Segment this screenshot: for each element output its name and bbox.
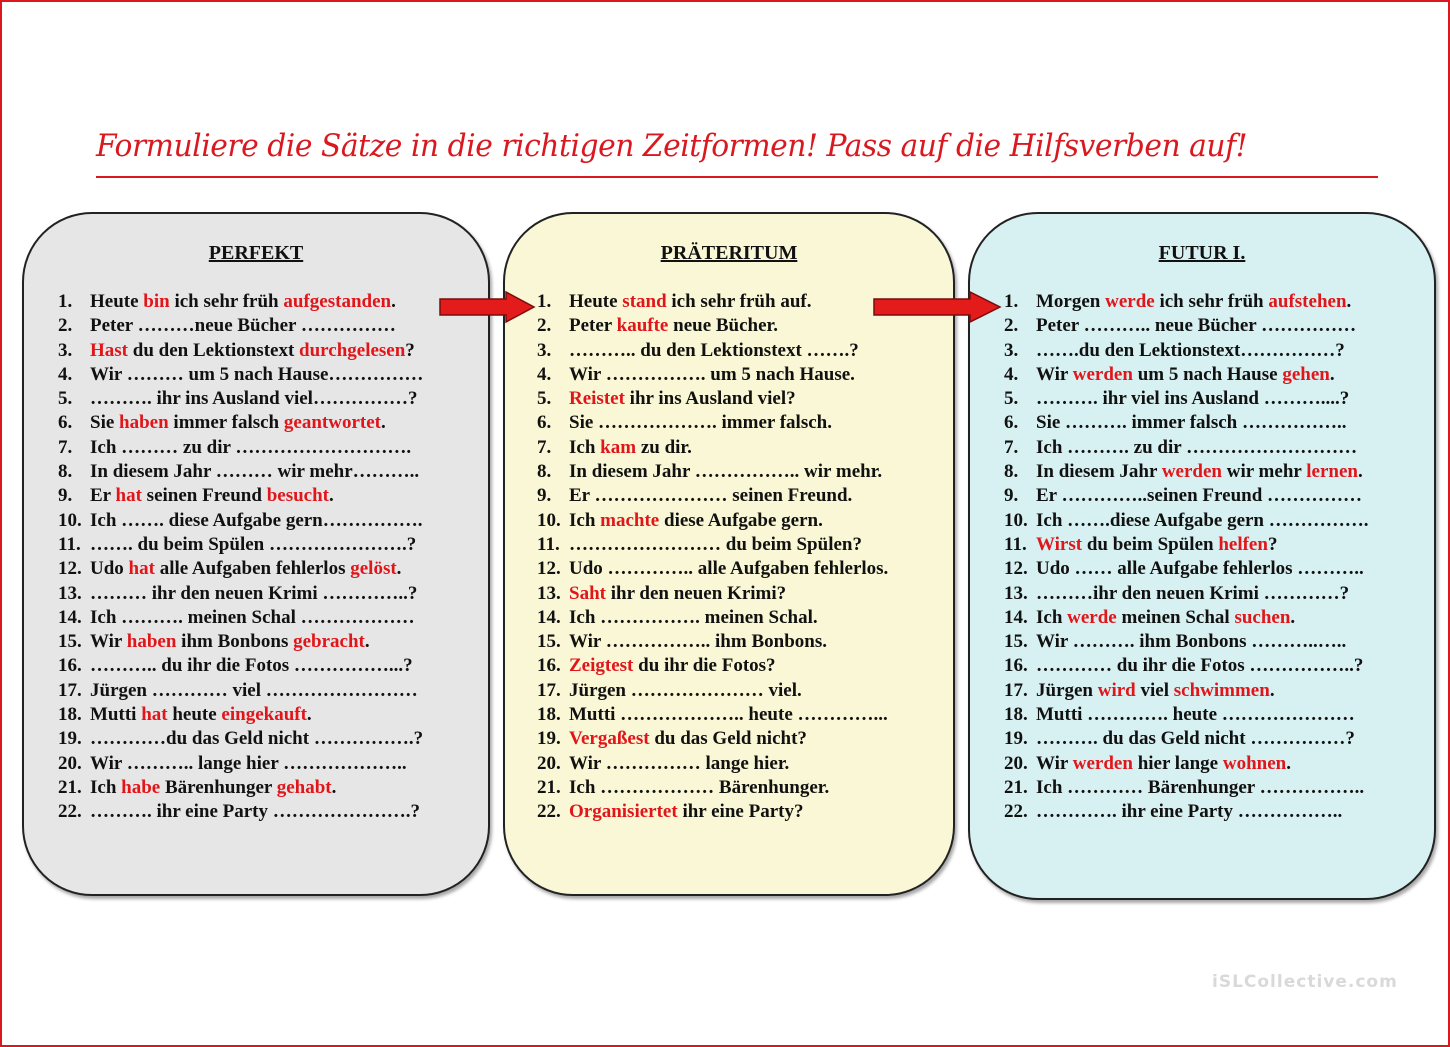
item-number: 8. — [537, 461, 552, 483]
sentence-text: Ich ……………… Bärenhunger. — [569, 776, 830, 798]
list-item — [537, 363, 888, 387]
verb-highlight: machte — [600, 509, 660, 531]
sentence-text: seinen Freund — [141, 485, 267, 507]
list-item — [537, 776, 888, 800]
verb-highlight: gelöst — [350, 558, 397, 580]
sentence-text: Peter — [569, 315, 617, 337]
sentence-text: immer falsch — [168, 412, 284, 434]
sentence-text: Jürgen ………… viel …………………… — [90, 679, 418, 701]
sentence-text: In diesem Jahr — [1036, 461, 1162, 483]
sentence-text: Sie ………. immer falsch …………….. — [1036, 412, 1347, 434]
item-number: 13. — [537, 582, 561, 604]
verb-highlight: werde — [1067, 606, 1117, 628]
sentence-text: du den Lektionstext — [128, 339, 300, 361]
list-item — [58, 436, 423, 460]
list-item — [537, 752, 888, 776]
sentence-text: …………. ihr eine Party …………….. — [1036, 801, 1343, 823]
watermark: iSLCollective.com — [1212, 972, 1398, 992]
item-number: 3. — [58, 339, 73, 361]
sentence-text: Wir ……… um 5 nach Hause…………… — [90, 363, 424, 385]
list-item — [58, 679, 423, 703]
sentence-text: Ich — [569, 509, 601, 531]
sentence-text: Heute — [90, 291, 144, 312]
sentence-text: Ich …….diese Aufgabe gern ……………. — [1036, 509, 1369, 531]
item-number: 10. — [1004, 509, 1028, 531]
sentence-text: …….du den Lektionstext……………? — [1036, 339, 1345, 361]
item-number: 16. — [58, 655, 82, 677]
list-item — [537, 606, 888, 630]
sentence-text: Morgen — [1036, 291, 1106, 312]
sentence-text: Wir — [1036, 363, 1073, 385]
item-number: 6. — [58, 412, 73, 434]
verb-highlight: Organisiertet — [569, 801, 678, 823]
sentence-text: diese Aufgabe gern. — [659, 509, 823, 531]
verb-highlight: suchen — [1234, 606, 1291, 628]
list-item — [1004, 654, 1369, 678]
list-item — [58, 460, 423, 484]
sentence-text: . — [364, 631, 370, 653]
sentence-text: …………du das Geld nicht …………….? — [90, 728, 424, 750]
verb-highlight: besucht — [266, 485, 329, 507]
title-underline — [96, 176, 1378, 178]
item-number: 16. — [1004, 655, 1028, 677]
sentence-text: alle Aufgaben fehlerlos — [154, 558, 351, 580]
list-item — [537, 339, 888, 363]
item-number: 15. — [58, 631, 82, 653]
list-item — [1004, 582, 1369, 606]
sentence-text: ………. ihr ins Ausland viel……………? — [90, 388, 418, 410]
sentence-text: ? — [1267, 533, 1278, 555]
sentence-text: ………ihr den neuen Krimi …………? — [1036, 582, 1350, 604]
verb-highlight: bin — [143, 291, 170, 312]
list-item — [58, 582, 423, 606]
list-item — [58, 363, 423, 387]
item-number: 17. — [537, 679, 561, 701]
item-number: 2. — [537, 315, 552, 337]
list-item — [537, 290, 888, 314]
list-item — [1004, 679, 1369, 703]
item-number: 9. — [537, 485, 552, 507]
list-item — [1004, 533, 1369, 557]
sentence-text: ……. du beim Spülen ………………….? — [90, 533, 417, 555]
item-number: 22. — [537, 801, 561, 823]
verb-highlight: durchgelesen — [299, 339, 406, 361]
sentence-text: ihr ins Ausland viel? — [624, 388, 796, 410]
sentence-text: ………. ihr eine Party ………………….? — [90, 801, 421, 823]
sentence-text: Peter ……….. neue Bücher …………… — [1036, 315, 1357, 337]
list-item — [537, 703, 888, 727]
sentence-text: Wir …………… lange hier. — [569, 752, 790, 774]
item-number: 2. — [58, 315, 73, 337]
list-item — [537, 654, 888, 678]
list-item — [58, 630, 423, 654]
verb-highlight: hat — [128, 558, 155, 580]
sentence-text: Peter ………neue Bücher …………… — [90, 315, 396, 337]
item-number: 19. — [537, 728, 561, 750]
sentence-text: …………………… du beim Spülen? — [569, 533, 862, 555]
sentence-text: du ihr die Fotos? — [633, 655, 776, 677]
sentence-text: . — [1286, 752, 1291, 774]
sentence-text: Jürgen ………………… viel. — [569, 679, 802, 701]
item-number: 22. — [58, 801, 82, 823]
list-item — [58, 727, 423, 751]
sentence-text: Ich ……. diese Aufgabe gern……………. — [90, 509, 423, 531]
sentence-text: zu dir. — [636, 436, 692, 458]
sentence-text: Mutti …………. heute ………………… — [1036, 704, 1355, 726]
list-item — [1004, 460, 1369, 484]
sentence-text: viel — [1135, 679, 1174, 701]
sentence-text: neue Bücher. — [668, 315, 778, 337]
list-item — [58, 387, 423, 411]
sentence-list — [1004, 290, 1369, 825]
item-number: 6. — [537, 412, 552, 434]
item-number: 11. — [1004, 533, 1027, 555]
item-number: 7. — [58, 436, 73, 458]
sentence-text: meinen Schal — [1116, 606, 1235, 628]
list-item — [1004, 436, 1369, 460]
sentence-text: Ich — [569, 436, 601, 458]
item-number: 8. — [1004, 461, 1019, 483]
item-number: 2. — [1004, 315, 1019, 337]
verb-highlight: habe — [121, 776, 161, 798]
sentence-text: heute — [167, 704, 222, 726]
item-number: 22. — [1004, 801, 1028, 823]
sentence-text: . — [1269, 679, 1275, 701]
item-number: 19. — [1004, 728, 1028, 750]
item-number: 20. — [1004, 752, 1028, 774]
verb-highlight: aufgestanden — [283, 291, 392, 312]
item-number: 12. — [537, 558, 561, 580]
sentence-text: ……….. du den Lektionstext …….? — [569, 339, 859, 361]
sentence-text: Er ………………… seinen Freund. — [569, 485, 853, 507]
sentence-text: wir mehr — [1221, 461, 1307, 483]
list-item — [537, 727, 888, 751]
sentence-text: Er …………..seinen Freund …………… — [1036, 485, 1363, 507]
sentence-text: Sie — [90, 412, 120, 434]
item-number: 5. — [1004, 388, 1019, 410]
verb-highlight: Saht — [569, 582, 606, 604]
sentence-text: Mutti ……………….. heute …………... — [569, 704, 888, 726]
sentence-text: Sie ………………. immer falsch. — [569, 412, 832, 434]
list-item — [1004, 606, 1369, 630]
sentence-list — [537, 290, 888, 825]
item-number: 14. — [58, 606, 82, 628]
item-number: 8. — [58, 461, 73, 483]
list-item — [537, 436, 888, 460]
sentence-text: ihr eine Party? — [677, 801, 804, 823]
list-item — [58, 776, 423, 800]
sentence-text: . — [1357, 461, 1363, 483]
item-number: 4. — [1004, 363, 1019, 385]
verb-highlight: werden — [1161, 461, 1222, 483]
list-item — [1004, 509, 1369, 533]
item-number: 3. — [1004, 339, 1019, 361]
sentence-text: Ich ……………. meinen Schal. — [569, 606, 818, 628]
sentence-list — [58, 290, 423, 825]
list-item — [1004, 339, 1369, 363]
item-number: 13. — [1004, 582, 1028, 604]
sentence-text: Wir …………….. ihm Bonbons. — [569, 631, 827, 653]
sentence-text: du das Geld nicht? — [649, 728, 807, 750]
verb-highlight: lernen — [1306, 461, 1358, 483]
sentence-text: Jürgen — [1036, 679, 1098, 701]
list-item — [58, 800, 423, 824]
sentence-text: . — [1329, 363, 1335, 385]
list-item — [1004, 290, 1369, 314]
verb-highlight: wird — [1097, 679, 1136, 701]
list-item — [537, 460, 888, 484]
sentence-text: . — [1346, 291, 1352, 312]
item-number: 11. — [58, 533, 81, 555]
panel-perfekt — [22, 212, 490, 896]
verb-highlight: Hast — [90, 339, 128, 361]
sentence-text: um 5 nach Hause — [1132, 363, 1283, 385]
panel-heading: PERFEKT — [208, 242, 304, 264]
list-item — [1004, 703, 1369, 727]
list-item — [537, 800, 888, 824]
sentence-text: Wir ……….. lange hier ……………….. — [90, 752, 407, 774]
list-item — [537, 411, 888, 435]
verb-highlight: kaufte — [616, 315, 669, 337]
item-number: 5. — [58, 388, 73, 410]
item-number: 1. — [537, 291, 552, 312]
sentence-text: du beim Spülen — [1082, 533, 1219, 555]
sentence-text: Udo — [90, 558, 129, 580]
item-number: 20. — [58, 752, 82, 774]
sentence-text: . — [391, 291, 396, 312]
verb-highlight: gehen — [1282, 363, 1330, 385]
list-item — [1004, 484, 1369, 508]
sentence-text: ? — [405, 339, 415, 361]
list-item — [1004, 411, 1369, 435]
item-number: 5. — [537, 388, 552, 410]
worksheet-title: Formuliere die Sätze in die richtigen Zeitformen! Pass auf die Hilfsverben auf! — [96, 128, 1248, 164]
sentence-text: ……….. du ihr die Fotos ……………...? — [90, 655, 413, 677]
list-item — [1004, 752, 1369, 776]
sentence-text: Er — [90, 485, 116, 507]
sentence-text: ihm Bonbons — [176, 631, 294, 653]
item-number: 12. — [1004, 558, 1028, 580]
list-item — [58, 509, 423, 533]
sentence-text: . — [306, 704, 312, 726]
item-number: 21. — [58, 776, 82, 798]
list-item — [58, 411, 423, 435]
list-item — [1004, 387, 1369, 411]
list-item — [58, 339, 423, 363]
sentence-text: ………… du ihr die Fotos ……………..? — [1036, 655, 1364, 677]
item-number: 18. — [58, 704, 82, 726]
sentence-text: Ich — [90, 776, 122, 798]
item-number: 9. — [58, 485, 73, 507]
sentence-text: . — [331, 776, 337, 798]
verb-highlight: haben — [126, 631, 177, 653]
item-number: 12. — [58, 558, 82, 580]
list-item — [1004, 727, 1369, 751]
verb-highlight: eingekauft — [221, 704, 307, 726]
list-item — [1004, 776, 1369, 800]
verb-highlight: helfen — [1218, 533, 1268, 555]
sentence-text: ……… ihr den neuen Krimi …………..? — [90, 582, 418, 604]
sentence-text: Ich ……… zu dir ………………………. — [90, 436, 412, 458]
list-item — [1004, 630, 1369, 654]
list-item — [537, 484, 888, 508]
list-item — [537, 509, 888, 533]
item-number: 19. — [58, 728, 82, 750]
item-number: 7. — [537, 436, 552, 458]
sentence-text: Wir ……………. um 5 nach Hause. — [569, 363, 855, 385]
sentence-text: Udo ………….. alle Aufgaben fehlerlos. — [569, 558, 889, 580]
item-number: 17. — [58, 679, 82, 701]
arrow-right-icon — [872, 290, 1002, 324]
sentence-text: Ich — [1036, 606, 1068, 628]
sentence-text: Ich ………. zu dir ……………………… — [1036, 436, 1358, 458]
list-item — [58, 703, 423, 727]
verb-highlight: geantwortet — [283, 412, 381, 434]
panel-futur — [968, 212, 1436, 900]
list-item — [1004, 363, 1369, 387]
verb-highlight: stand — [622, 291, 667, 312]
sentence-text: Mutti — [90, 704, 142, 726]
verb-highlight: Wirst — [1036, 533, 1083, 555]
item-number: 11. — [537, 533, 560, 555]
list-item — [1004, 557, 1369, 581]
item-number: 15. — [1004, 631, 1028, 653]
verb-highlight: Vergaßest — [569, 728, 650, 750]
verb-highlight: gehabt — [276, 776, 332, 798]
list-item — [537, 533, 888, 557]
sentence-text: In diesem Jahr …………….. wir mehr. — [569, 461, 883, 483]
item-number: 15. — [537, 631, 561, 653]
item-number: 18. — [1004, 704, 1028, 726]
list-item — [58, 654, 423, 678]
item-number: 10. — [58, 509, 82, 531]
sentence-text: ich sehr früh — [1154, 291, 1269, 312]
list-item — [58, 557, 423, 581]
verb-highlight: kam — [600, 436, 637, 458]
item-number: 1. — [1004, 291, 1019, 312]
item-number: 16. — [537, 655, 561, 677]
item-number: 21. — [1004, 776, 1028, 798]
list-item — [537, 679, 888, 703]
sentence-text: Wir ………. ihm Bonbons ………..….. — [1036, 631, 1347, 653]
sentence-text: . — [380, 412, 386, 434]
list-item — [58, 290, 423, 314]
item-number: 20. — [537, 752, 561, 774]
list-item — [537, 630, 888, 654]
list-item — [537, 582, 888, 606]
sentence-text: ich sehr früh auf. — [666, 291, 812, 312]
item-number: 14. — [1004, 606, 1028, 628]
list-item — [58, 606, 423, 630]
list-item — [537, 557, 888, 581]
list-item — [537, 387, 888, 411]
arrow-right-icon — [438, 290, 536, 324]
sentence-text: In diesem Jahr ……… wir mehr……….. — [90, 461, 420, 483]
item-number: 7. — [1004, 436, 1019, 458]
verb-highlight: haben — [119, 412, 169, 434]
verb-highlight: werden — [1072, 363, 1133, 385]
panel-heading: PRÄTERITUM — [660, 242, 798, 264]
sentence-text: Wir — [90, 631, 127, 653]
item-number: 17. — [1004, 679, 1028, 701]
item-number: 14. — [537, 606, 561, 628]
verb-highlight: Reistet — [569, 388, 625, 410]
item-number: 4. — [58, 363, 73, 385]
sentence-text: Ich ………… Bärenhunger …………….. — [1036, 776, 1365, 798]
verb-highlight: werden — [1072, 752, 1133, 774]
list-item — [58, 484, 423, 508]
sentence-text: . — [1290, 606, 1296, 628]
verb-highlight: Zeigtest — [569, 655, 634, 677]
verb-highlight: werde — [1105, 291, 1155, 312]
list-item — [58, 752, 423, 776]
item-number: 6. — [1004, 412, 1019, 434]
verb-highlight: schwimmen — [1173, 679, 1270, 701]
item-number: 4. — [537, 363, 552, 385]
sentence-text: hier lange — [1132, 752, 1223, 774]
sentence-text: Bärenhunger — [160, 776, 277, 798]
item-number: 9. — [1004, 485, 1019, 507]
sentence-text: . — [328, 485, 334, 507]
sentence-text: Heute — [569, 291, 623, 312]
verb-highlight: hat — [141, 704, 168, 726]
sentence-text: Ich ………. meinen Schal ……………… — [90, 606, 415, 628]
item-number: 3. — [537, 339, 552, 361]
item-number: 18. — [537, 704, 561, 726]
verb-highlight: gebracht — [293, 631, 365, 653]
verb-highlight: hat — [115, 485, 142, 507]
sentence-text: Wir — [1036, 752, 1073, 774]
list-item — [58, 314, 423, 338]
verb-highlight: wohnen — [1222, 752, 1287, 774]
list-item — [1004, 314, 1369, 338]
item-number: 10. — [537, 509, 561, 531]
list-item — [537, 314, 888, 338]
list-item — [1004, 800, 1369, 824]
sentence-text: Udo …… alle Aufgabe fehlerlos ……….. — [1036, 558, 1364, 580]
sentence-text: ich sehr früh — [169, 291, 284, 312]
item-number: 21. — [537, 776, 561, 798]
sentence-text: . — [396, 558, 402, 580]
verb-highlight: aufstehen — [1268, 291, 1347, 312]
panel-heading: FUTUR I. — [1158, 242, 1246, 264]
sentence-text: ………. du das Geld nicht ……………? — [1036, 728, 1355, 750]
sentence-text: ihr den neuen Krimi? — [605, 582, 787, 604]
list-item — [58, 533, 423, 557]
sentence-text: ………. ihr viel ins Ausland ………....? — [1036, 388, 1350, 410]
item-number: 1. — [58, 291, 73, 312]
item-number: 13. — [58, 582, 82, 604]
